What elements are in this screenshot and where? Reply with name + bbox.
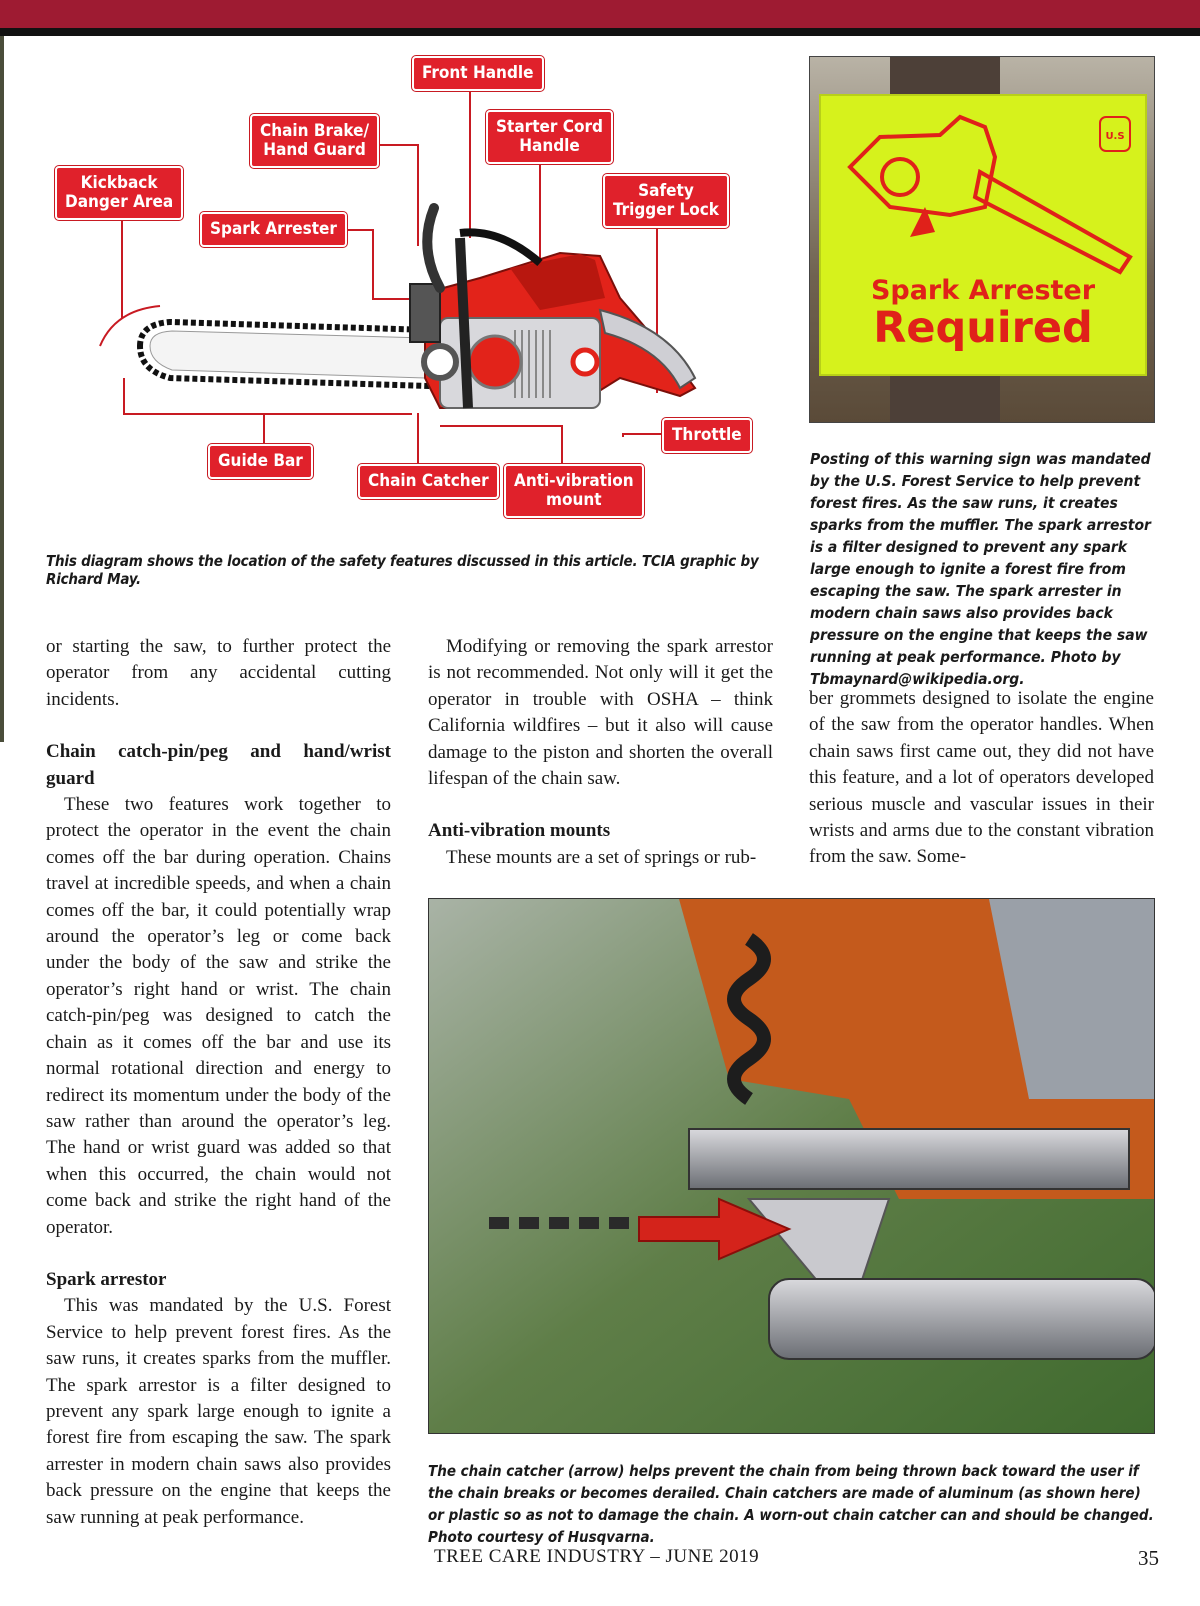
chain-catch-paragraph: These two features work together to protect the operator in the event the chain comes off the bar during operation. Chains travel at incredible speeds, and when a chain comes off the bar, it could potentially wrap around the operator’s leg or come back under the body of the saw and strike the operator’s right hand or wrist. The chain catch-pin/peg was designed to catch the chain as it comes off the bar and use its normal rotational direction and energy to redirect its momentum under the body of the saw rather than around the operator’s leg. The hand or wrist guard was added so that when this occurred, the chain would not come back and strike the right hand of the operator. [46,794,391,1238]
article-column-1 [46,634,391,1531]
callout-safety-trigger-lock: Safety Trigger Lock [603,174,729,228]
left-edge-strip [0,36,4,742]
heading-chain-catch: Chain catch-pin/peg and hand/wrist guard [46,741,391,789]
sign-line-1: Spark Arrester [870,275,1096,306]
col3-paragraph: ber grommets designed to isolate the engine of the saw from the operator handles. When chain saws first came out, they did not have this feature, and a lot of operators developed serious muscle and vascular issues in their wrists and arms due to the constant vibration from the saw. Some- [809,688,1154,868]
diagram-caption: This diagram shows the location of the safety features discussed in this article. TCIA graphic by Richard May. [46,552,759,588]
heading-anti-vibration: Anti-vibration mounts [428,820,611,842]
sign-line-2: Required [873,303,1093,353]
article-column-2 [428,634,773,871]
callout-kickback-danger-area: Kickback Danger Area [55,166,183,220]
col2-paragraph: Modifying or removing the spark arrestor is not recommended. Not only will it get the operator in trouble with OSHA – think California wildfires – but it also will cause damage to the piston and shorten the overall lifespan of the chain saw. [428,636,773,790]
col1-intro-paragraph: or starting the saw, to further protect the operator from any accidental cutting incidents. [46,636,391,710]
header-band [0,0,1200,28]
spark-arrestor-paragraph: This was mandated by the U.S. Forest Service to help prevent forest fires. As the saw runs, it creates sparks from the muffler. The spark arrestor is a filter designed to prevent any spark large enough to ignite a forest fire from escaping the saw. The spark arrester in modern chain saws also provides back pressure on the engine that keeps the saw running at peak performance. [46,1295,391,1528]
footer-publication: TREE CARE INDUSTRY – JUNE 2019 [434,1546,760,1567]
callout-throttle: Throttle [662,418,752,453]
callout-starter-cord: Starter Cord Handle [486,110,613,164]
heading-spark-arrestor: Spark arrestor [46,1268,167,1290]
sign-caption: Posting of this warning sign was mandated by the U.S. Forest Service to help prevent forest fires. As the saw runs, it creates sparks from the muffler. The spark arrestor is a filter designed to prevent any spark large enough to ignite a forest fire from escaping the saw. The spark arrester in modern chain saws also provides back pressure on the engine that keeps the saw running at peak performance. Photo by Tbmaynard@wikipedia.org. [810,450,1151,688]
chain-catcher-caption: The chain catcher (arrow) helps prevent the chain from being thrown back toward the user if the chain breaks or becomes derailed. Chain catchers are made of aluminum (as shown here) or plastic so as not to damage the chain. A worn-out chain catcher can and should be changed. Photo courtesy of Husqvarna. [428,1462,1154,1546]
callout-chain-catcher: Chain Catcher [358,464,499,499]
page-number: 35 [1138,1546,1159,1570]
usfs-badge: U.S [1105,131,1125,142]
callout-chain-brake: Chain Brake/ Hand Guard [250,114,379,168]
anti-vibration-paragraph: These mounts are a set of springs or rub- [446,846,757,868]
safety-features-diagram [40,48,780,548]
article-column-3 [809,686,1154,871]
callout-front-handle: Front Handle [412,56,544,91]
callout-anti-vibration-mount: Anti-vibration mount [504,464,644,518]
callout-guide-bar: Guide Bar [208,444,313,479]
spark-arrester-sign-photo [809,56,1155,423]
callout-spark-arrester: Spark Arrester [200,212,347,247]
header-rule [0,28,1200,36]
chain-catcher-photo [428,898,1155,1434]
